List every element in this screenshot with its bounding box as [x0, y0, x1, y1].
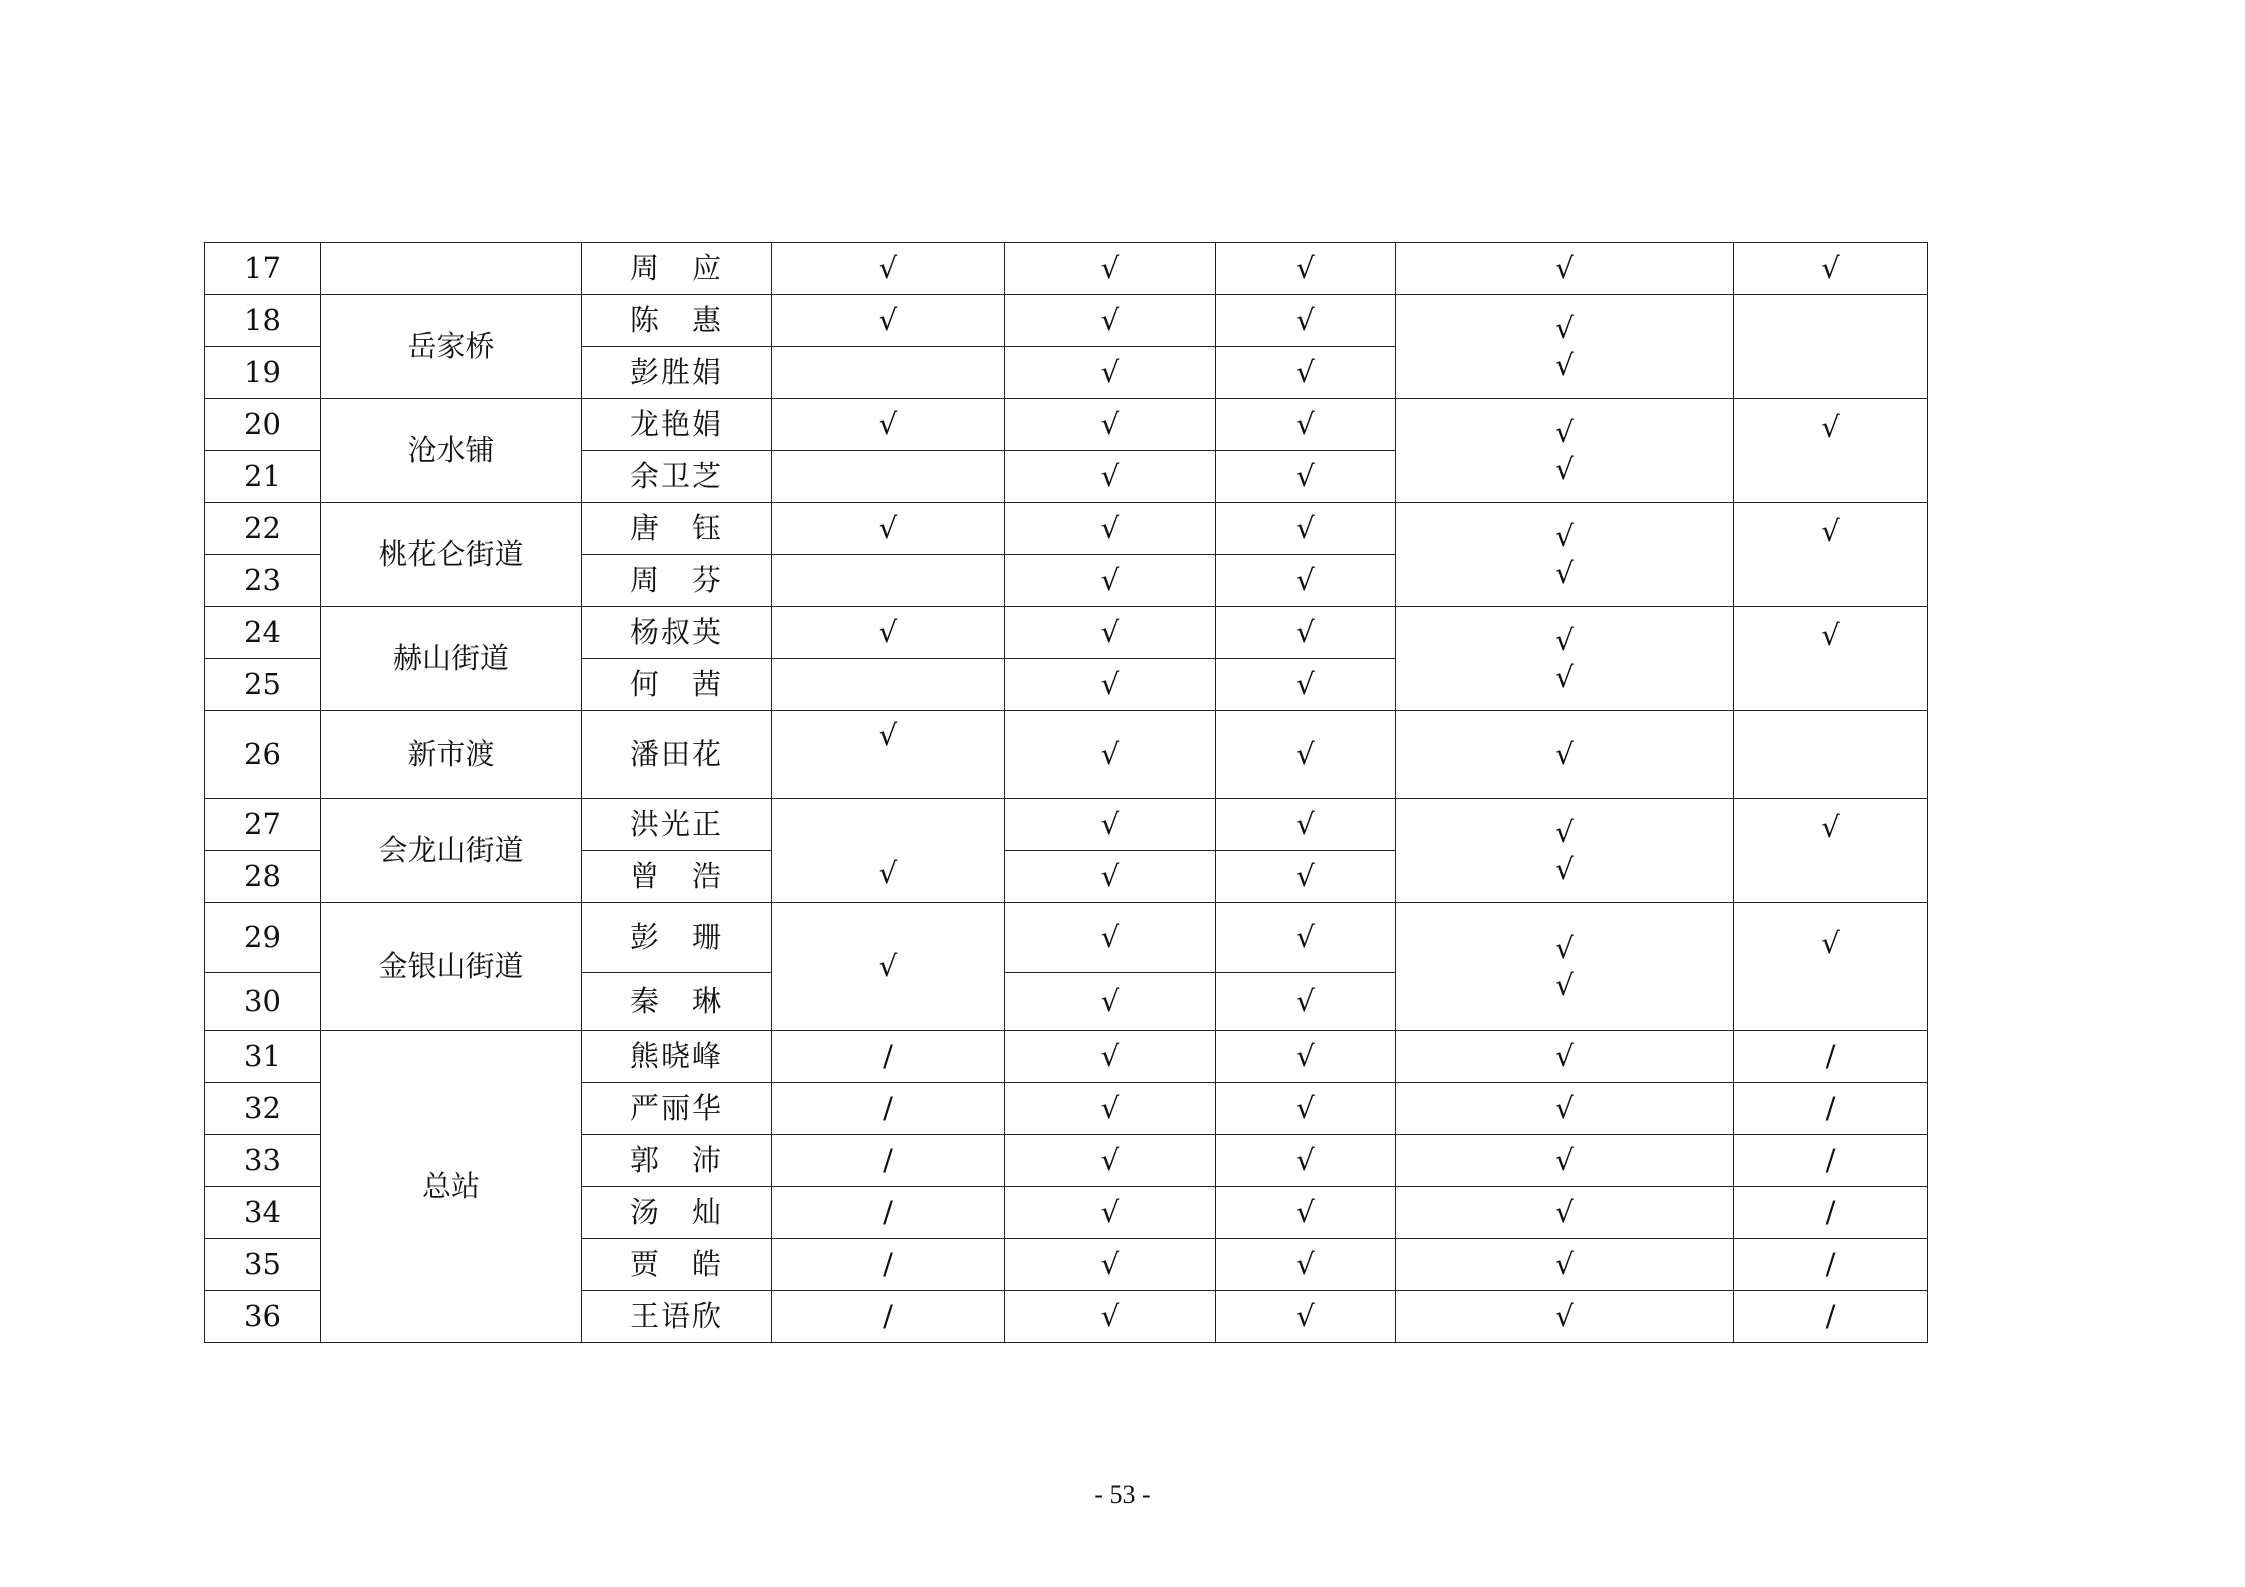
check-mark: √: [1821, 618, 1840, 652]
person-name: 唐 钰: [582, 503, 772, 555]
person-name: 洪光正: [582, 799, 772, 851]
check-mark: √: [772, 503, 1005, 555]
person-name: 曾 浩: [582, 851, 772, 903]
row-number: 32: [205, 1083, 321, 1135]
check-mark-top: [1734, 399, 1928, 503]
check-mark: √: [772, 243, 1005, 295]
row-number: 20: [205, 399, 321, 451]
row-number: 22: [205, 503, 321, 555]
person-name: 潘田花: [582, 711, 772, 799]
check-mark: √: [1821, 514, 1840, 548]
table-row: [205, 711, 1928, 799]
check-mark: √: [1396, 1031, 1734, 1083]
check-mark-top: [1734, 903, 1928, 1031]
unit-name: 总站: [321, 1031, 582, 1343]
person-name: 何 茜: [582, 659, 772, 711]
row-number: 29: [205, 903, 321, 973]
empty-cell: [772, 451, 1005, 503]
empty-cell: [1734, 711, 1928, 799]
person-name: 王语欣: [582, 1291, 772, 1343]
empty-cell: [772, 347, 1005, 399]
page-number: - 53 -: [1094, 1480, 1151, 1509]
slash-mark: /: [772, 1031, 1005, 1083]
slash-mark: /: [1734, 1187, 1928, 1239]
check-mark: √: [1555, 622, 1574, 657]
row-number: 23: [205, 555, 321, 607]
check-mark: √: [1555, 310, 1574, 345]
check-mark-top: [1734, 799, 1928, 903]
check-mark: √: [1005, 295, 1216, 347]
check-mark-pair: [1396, 799, 1734, 903]
check-mark: √: [1005, 555, 1216, 607]
row-number: 24: [205, 607, 321, 659]
person-name: 汤 灿: [582, 1187, 772, 1239]
check-mark: √: [1734, 243, 1928, 295]
check-mark: √: [1216, 607, 1396, 659]
check-mark: √: [1216, 555, 1396, 607]
check-mark: √: [1821, 410, 1840, 444]
empty-cell: [1734, 295, 1928, 399]
row-number: 26: [205, 711, 321, 799]
check-mark: √: [1555, 347, 1574, 382]
person-name: 周 芬: [582, 555, 772, 607]
check-mark: √: [1555, 555, 1574, 590]
slash-mark: /: [1734, 1031, 1928, 1083]
row-number: 21: [205, 451, 321, 503]
unit-name: 金银山街道: [321, 903, 582, 1031]
unit-cell: [321, 243, 582, 295]
person-name: 贾 皓: [582, 1239, 772, 1291]
row-number: 31: [205, 1031, 321, 1083]
check-mark: √: [1216, 799, 1396, 851]
check-mark: √: [1821, 926, 1840, 960]
check-mark: √: [1216, 851, 1396, 903]
unit-name: 桃花仑街道: [321, 503, 582, 607]
table-row: [205, 799, 1928, 851]
table-row: [205, 503, 1928, 555]
check-mark: √: [878, 856, 898, 890]
check-mark: √: [1005, 451, 1216, 503]
check-mark: √: [1396, 1291, 1734, 1343]
check-mark: √: [878, 718, 898, 752]
check-mark: √: [1555, 930, 1574, 965]
check-mark: √: [1821, 810, 1840, 844]
check-mark: √: [1555, 414, 1574, 449]
check-mark: √: [1216, 1031, 1396, 1083]
table-row: [205, 1031, 1928, 1083]
check-mark: √: [1555, 967, 1574, 1002]
row-number: 36: [205, 1291, 321, 1343]
check-mark: √: [1005, 503, 1216, 555]
slash-mark: /: [1734, 1083, 1928, 1135]
check-mark: √: [1005, 1239, 1216, 1291]
row-number: 19: [205, 347, 321, 399]
person-name: 郭 沛: [582, 1135, 772, 1187]
slash-mark: /: [1734, 1291, 1928, 1343]
check-mark-bottom: [772, 799, 1005, 903]
person-name: 余卫芝: [582, 451, 772, 503]
slash-mark: /: [772, 1135, 1005, 1187]
person-name: 彭 珊: [582, 903, 772, 973]
table-row: [205, 399, 1928, 451]
check-mark: √: [772, 295, 1005, 347]
check-mark: √: [1396, 1083, 1734, 1135]
check-mark: √: [1216, 1239, 1396, 1291]
check-mark: √: [1396, 1135, 1734, 1187]
slash-mark: /: [1734, 1239, 1928, 1291]
check-mark-top: [772, 711, 1005, 799]
check-mark: √: [1396, 1187, 1734, 1239]
check-mark: √: [1216, 347, 1396, 399]
check-mark: √: [1216, 711, 1396, 799]
person-name: 严丽华: [582, 1083, 772, 1135]
slash-mark: /: [772, 1291, 1005, 1343]
check-mark: √: [1005, 243, 1216, 295]
person-name: 龙艳娟: [582, 399, 772, 451]
person-name: 彭胜娟: [582, 347, 772, 399]
table-row: [205, 903, 1928, 973]
check-mark: √: [1216, 973, 1396, 1031]
check-mark: √: [1005, 399, 1216, 451]
check-mark: √: [1216, 659, 1396, 711]
check-mark-top: [1734, 503, 1928, 607]
check-mark: √: [1216, 1187, 1396, 1239]
check-mark: √: [1216, 1291, 1396, 1343]
check-mark: √: [772, 607, 1005, 659]
check-mark-pair: [1396, 903, 1734, 1031]
slash-mark: /: [772, 1239, 1005, 1291]
check-mark-top: [1734, 607, 1928, 711]
slash-mark: /: [1734, 1135, 1928, 1187]
check-mark-pair: [1396, 399, 1734, 503]
row-number: 30: [205, 973, 321, 1031]
check-mark: √: [1005, 1083, 1216, 1135]
check-mark: √: [1555, 814, 1574, 849]
person-name: 熊晓峰: [582, 1031, 772, 1083]
check-mark: √: [772, 399, 1005, 451]
empty-cell: [772, 659, 1005, 711]
table-row: [205, 295, 1928, 347]
check-mark-pair: [1396, 607, 1734, 711]
personnel-table: [204, 242, 1928, 1343]
unit-name: 赫山街道: [321, 607, 582, 711]
check-mark: √: [1216, 1083, 1396, 1135]
check-mark: √: [1005, 659, 1216, 711]
check-mark: √: [1005, 711, 1216, 799]
check-mark: √: [1005, 1291, 1216, 1343]
check-mark: √: [1216, 243, 1396, 295]
check-mark: √: [1396, 1239, 1734, 1291]
check-mark: √: [1396, 243, 1734, 295]
check-mark: √: [1216, 1135, 1396, 1187]
row-number: 33: [205, 1135, 321, 1187]
check-mark: √: [1216, 399, 1396, 451]
check-mark: √: [772, 903, 1005, 1031]
person-name: 杨叔英: [582, 607, 772, 659]
check-mark-pair: [1396, 503, 1734, 607]
check-mark: √: [1396, 711, 1734, 799]
check-mark: √: [1555, 518, 1574, 553]
row-number: 27: [205, 799, 321, 851]
person-name: 周 应: [582, 243, 772, 295]
slash-mark: /: [772, 1083, 1005, 1135]
check-mark-pair: [1396, 295, 1734, 399]
row-number: 25: [205, 659, 321, 711]
person-name: 秦 琳: [582, 973, 772, 1031]
unit-name: 岳家桥: [321, 295, 582, 399]
check-mark: √: [1216, 903, 1396, 973]
check-mark: √: [1005, 1031, 1216, 1083]
empty-cell: [772, 555, 1005, 607]
unit-name: 会龙山街道: [321, 799, 582, 903]
check-mark: √: [1216, 503, 1396, 555]
row-number: 18: [205, 295, 321, 347]
check-mark: √: [1005, 607, 1216, 659]
row-number: 35: [205, 1239, 321, 1291]
slash-mark: /: [772, 1187, 1005, 1239]
table-row: [205, 243, 1928, 295]
check-mark: √: [1555, 451, 1574, 486]
check-mark: √: [1555, 659, 1574, 694]
check-mark: √: [1005, 1187, 1216, 1239]
check-mark: √: [1005, 1135, 1216, 1187]
row-number: 17: [205, 243, 321, 295]
check-mark: √: [1216, 295, 1396, 347]
person-name: 陈 惠: [582, 295, 772, 347]
check-mark: √: [1005, 973, 1216, 1031]
check-mark: √: [1005, 903, 1216, 973]
unit-name: 沧水铺: [321, 399, 582, 503]
check-mark: √: [1005, 851, 1216, 903]
unit-name: 新市渡: [321, 711, 582, 799]
check-mark: √: [1005, 347, 1216, 399]
table-row: [205, 607, 1928, 659]
row-number: 34: [205, 1187, 321, 1239]
row-number: 28: [205, 851, 321, 903]
check-mark: √: [1216, 451, 1396, 503]
check-mark: √: [1005, 799, 1216, 851]
check-mark: √: [1555, 851, 1574, 886]
